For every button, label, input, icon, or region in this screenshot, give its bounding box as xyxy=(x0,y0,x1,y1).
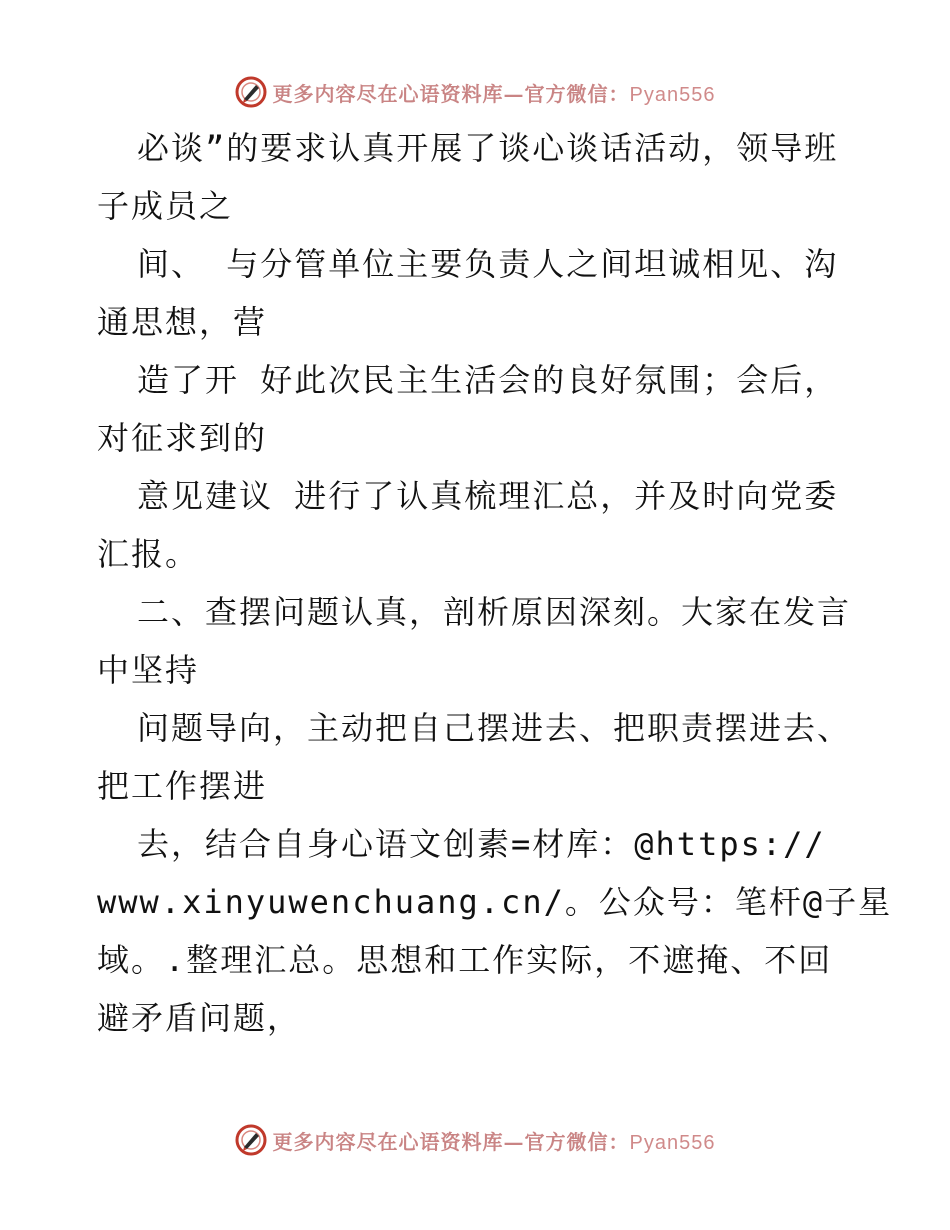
banner-text: 更多内容尽在心语资料库—官方微信：Pyan556 xyxy=(272,1129,716,1154)
text-line: 把工作摆进 xyxy=(97,767,268,805)
text-line: 对征求到的 xyxy=(97,419,268,457)
text-line: 二、查摆问题认真，剖析原因深刻。大家在发言 xyxy=(137,593,852,631)
text-line: 间、 与分管单位主要负责人之间坦诚相见、沟 xyxy=(137,245,839,283)
text-line: 问题导向，主动把自己摆进去、把职责摆进去、 xyxy=(137,709,852,747)
text-line: 子成员之 xyxy=(97,187,234,225)
pen-logo-icon xyxy=(235,1124,267,1156)
pen-logo-icon xyxy=(235,76,267,108)
text-line: www.xinyuwenchuang.cn/。公众号：笔杆@子星 xyxy=(97,883,893,921)
text-line: 造了开 好此次民主生活会的良好氛围；会后， xyxy=(137,361,839,399)
text-line: 意见建议 进行了认真梳理汇总，并及时向党委 xyxy=(137,477,839,515)
header-watermark xyxy=(0,72,950,112)
text-line: 避矛盾问题， xyxy=(97,999,302,1037)
banner-wechat-id: Pyan556 xyxy=(629,83,716,106)
text-line: 必谈”的要求认真开展了谈心谈话活动，领导班 xyxy=(137,129,839,167)
banner-text: 更多内容尽在心语资料库—官方微信：Pyan556 xyxy=(272,81,716,106)
text-line: 域。.整理汇总。思想和工作实际，不遮掩、不回 xyxy=(97,941,833,979)
text-line: 中坚持 xyxy=(97,651,200,689)
text-line: 去，结合自身心语文创素=材库：@https:// xyxy=(137,825,826,863)
text-line: 通思想，营 xyxy=(97,303,268,341)
text-line: 汇报。 xyxy=(97,535,200,573)
footer-watermark xyxy=(0,1120,950,1160)
banner-wechat-id: Pyan556 xyxy=(629,1131,716,1154)
